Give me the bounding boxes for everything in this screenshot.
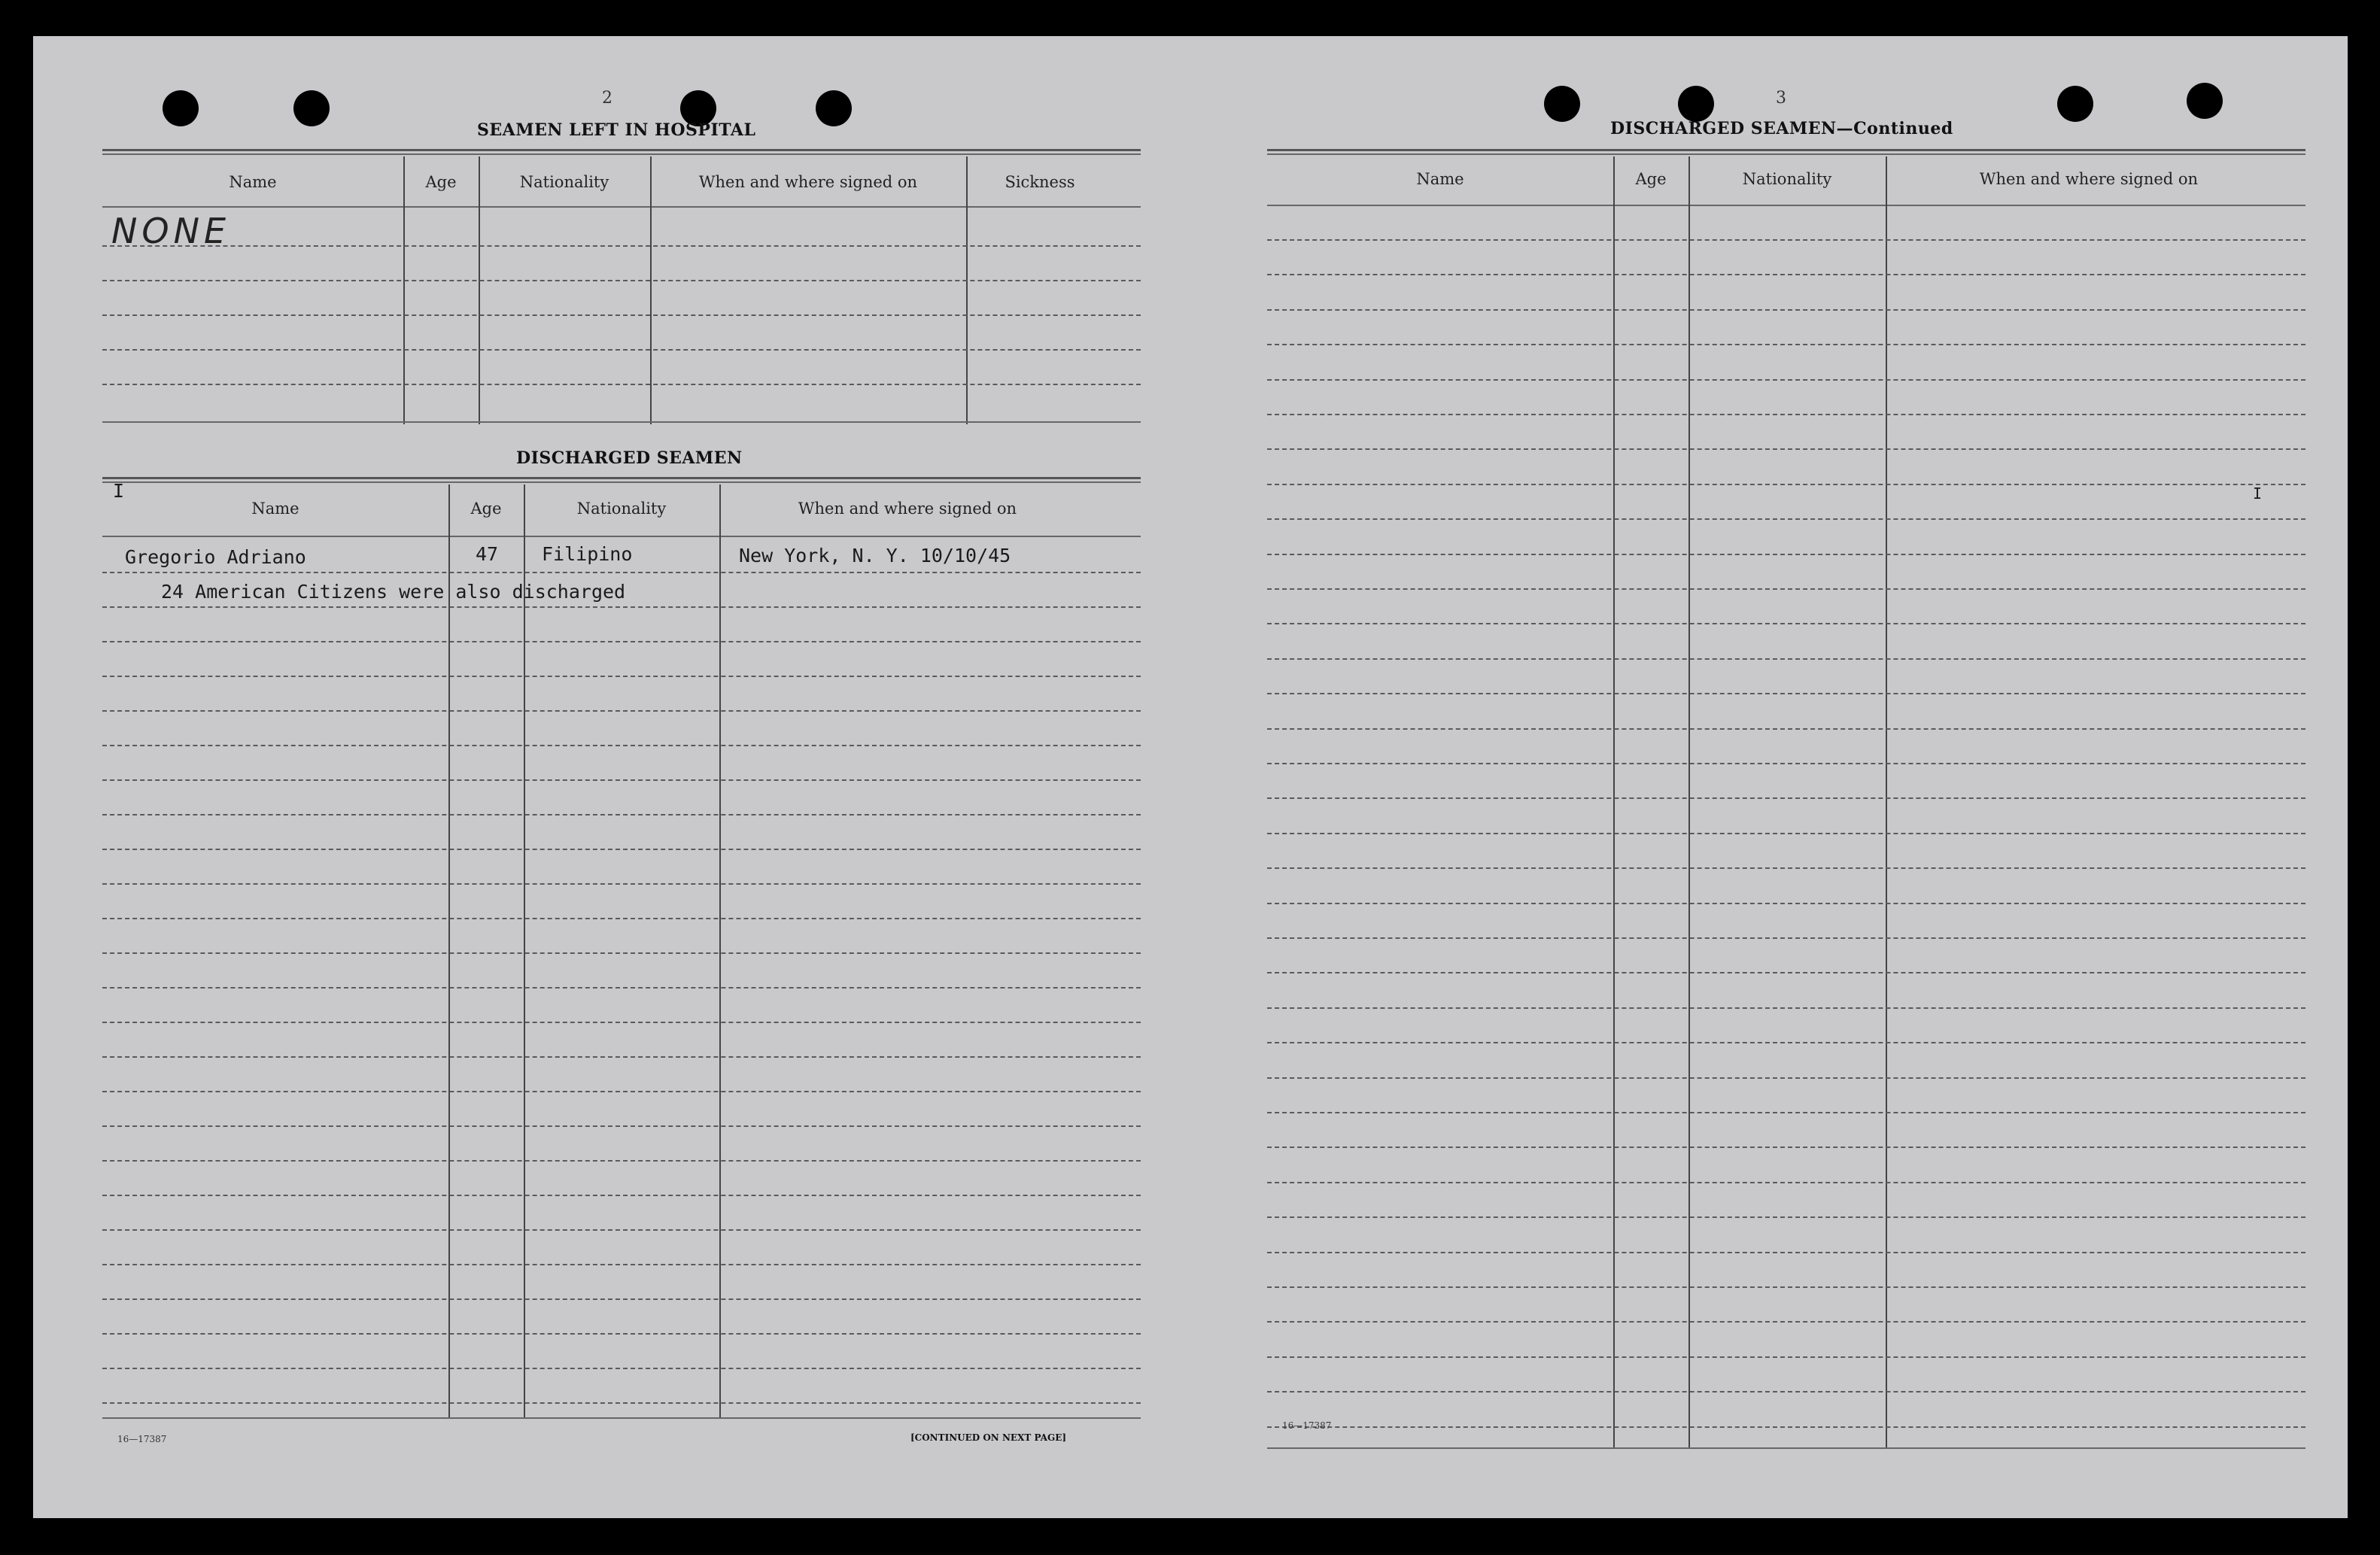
ruled-line <box>1267 414 2306 415</box>
ruled-line <box>102 952 1141 954</box>
col-header-age: Age <box>425 173 457 191</box>
ruled-line <box>102 1125 1141 1127</box>
ledger-sheet <box>33 36 2348 1518</box>
ruled-line <box>1267 693 2306 694</box>
ruled-line <box>102 1368 1141 1369</box>
form-number: 16—17387 <box>1282 1420 1332 1431</box>
ruled-line <box>1267 937 2306 939</box>
ruled-line <box>102 1056 1141 1058</box>
ruled-line <box>1267 1252 2306 1253</box>
ruled-line <box>1267 1216 2306 1218</box>
seaman-age: 47 <box>476 543 499 565</box>
section-title-main: DISCHARGED SEAMEN <box>1610 119 1837 138</box>
ruled-line <box>1267 239 2306 241</box>
margin-mark: I <box>113 480 125 502</box>
col-header-signed-on: When and where signed on <box>1979 170 2199 188</box>
ruled-line <box>1267 274 2306 275</box>
ruled-line <box>102 849 1141 850</box>
ruled-line <box>102 1091 1141 1092</box>
ruled-line <box>1267 1321 2306 1323</box>
ruled-line <box>1267 972 2306 973</box>
ruled-line <box>1267 344 2306 345</box>
ruled-line <box>1267 309 2306 311</box>
ruled-line <box>1267 1286 2306 1288</box>
col-header-signed-on: When and where signed on <box>698 173 918 191</box>
punch-hole <box>1544 86 1580 122</box>
section-title-suffix: —Continued <box>1836 119 1953 138</box>
ruled-line <box>102 1160 1141 1162</box>
section-title <box>1610 119 1953 138</box>
seaman-signed-on: New York, N. Y. 10/10/45 <box>739 545 1011 566</box>
discharge-note: 24 American Citizens were also discharged <box>161 581 626 603</box>
ruled-line <box>1267 1426 2306 1428</box>
ruled-line <box>1267 588 2306 590</box>
ruled-line <box>1267 1112 2306 1113</box>
col-header-name: Name <box>251 500 299 518</box>
continued-note: [CONTINUED ON NEXT PAGE] <box>910 1432 1067 1443</box>
ruled-line <box>102 1298 1141 1300</box>
section-title: SEAMEN LEFT IN HOSPITAL <box>477 120 756 140</box>
ruled-line <box>1267 658 2306 660</box>
ruled-line <box>102 1264 1141 1265</box>
ruled-line <box>1267 1356 2306 1358</box>
ruled-line <box>1267 448 2306 450</box>
ruled-line <box>102 1229 1141 1231</box>
ruled-line <box>1267 1147 2306 1148</box>
punch-hole <box>163 90 199 126</box>
ruled-line <box>1267 903 2306 904</box>
ruled-line <box>1267 797 2306 799</box>
col-header-nationality: Nationality <box>519 173 609 191</box>
ruled-line <box>1267 518 2306 520</box>
ruled-line <box>102 987 1141 989</box>
ruled-line <box>1267 484 2306 485</box>
punch-hole <box>1678 86 1714 122</box>
ruled-line <box>1267 1042 2306 1043</box>
col-header-nationality: Nationality <box>576 500 667 518</box>
punch-hole <box>2057 86 2093 122</box>
page-number: 2 <box>602 89 612 108</box>
form-number: 16—17387 <box>117 1434 167 1444</box>
ruled-line <box>1267 623 2306 624</box>
handwritten-entry: NONE <box>111 211 231 251</box>
ruled-line <box>102 779 1141 781</box>
ruled-line <box>1267 1007 2306 1009</box>
ruled-line <box>102 676 1141 677</box>
ruled-line <box>102 710 1141 712</box>
col-header-name: Name <box>1416 170 1464 188</box>
ruled-line <box>102 606 1141 608</box>
section-title: DISCHARGED SEAMEN <box>516 448 743 468</box>
ruled-line <box>1267 379 2306 381</box>
ruled-line <box>102 1333 1141 1335</box>
ruled-line <box>1267 1077 2306 1079</box>
ruled-line <box>102 883 1141 885</box>
col-header-age: Age <box>1635 170 1667 188</box>
col-header-age: Age <box>470 500 502 518</box>
page-number: 3 <box>1776 89 1786 108</box>
ruled-line <box>1267 763 2306 764</box>
ruled-line <box>102 1195 1141 1196</box>
ruled-line <box>1267 1391 2306 1393</box>
col-header-nationality: Nationality <box>1742 170 1832 188</box>
ruled-line <box>102 641 1141 642</box>
ruled-line <box>1267 1182 2306 1183</box>
ruled-line <box>1267 867 2306 869</box>
top-rule <box>102 149 1141 151</box>
punch-hole <box>816 90 852 126</box>
ruled-line <box>102 1022 1141 1023</box>
ruled-line <box>102 745 1141 746</box>
ruled-line <box>1267 554 2306 555</box>
ruled-line <box>102 572 1141 573</box>
punch-hole <box>2187 83 2223 119</box>
ruled-line <box>102 1402 1141 1404</box>
ruled-line <box>1267 728 2306 730</box>
ruled-line <box>102 918 1141 919</box>
ruled-line <box>1267 833 2306 834</box>
col-header-sickness: Sickness <box>1005 173 1075 191</box>
col-header-signed-on: When and where signed on <box>798 500 1017 518</box>
col-header-name: Name <box>229 173 277 191</box>
seaman-name: Gregorio Adriano <box>125 546 306 568</box>
margin-mark: I <box>2253 484 2263 503</box>
seaman-nationality: Filipino <box>542 543 633 565</box>
ruled-line <box>102 814 1141 815</box>
punch-hole <box>293 90 330 126</box>
